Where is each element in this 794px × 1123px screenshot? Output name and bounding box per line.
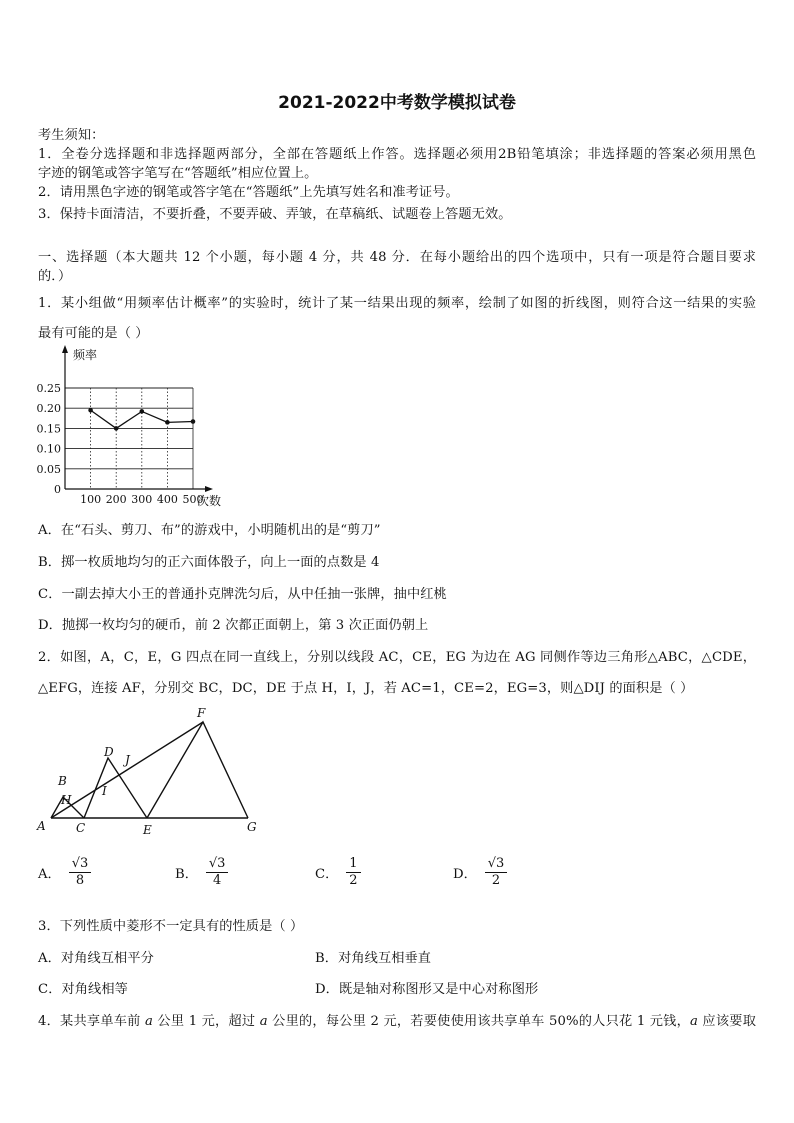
point-label-e: E	[143, 823, 152, 837]
y-tick-label: 0.05	[36, 462, 61, 476]
question-2-option-d	[453, 857, 507, 887]
triangle-efg	[147, 722, 248, 818]
question-1-stem: 1．某小组做“用频率估计概率”的实验时，统计了某一结果出现的频率，绘制了如图的折线图，则符合这一结果的实验	[38, 296, 756, 311]
triangles-figure	[30, 700, 270, 840]
option-letter: A．	[38, 866, 61, 882]
y-axis-arrow	[62, 345, 68, 353]
fraction	[69, 857, 92, 887]
data-point	[140, 409, 145, 414]
point-label-g: G	[247, 820, 257, 834]
x-tick-label: 200	[105, 493, 127, 506]
y-tick-label: 0.15	[36, 422, 61, 436]
fraction	[206, 857, 229, 887]
notice-item-3: 3．保持卡面清洁，不要折叠，不要弄破、弄皱，在草稿纸、试题卷上答题无效。	[38, 207, 512, 222]
notice-item-1-cont: 字迹的钢笔或答字笔写在“答题纸”相应位置上。	[38, 166, 318, 181]
q4-text-3: 公里的，每公里 2 元，若要使使用该共享单车 50%的人只花 1 元钱，	[267, 1014, 691, 1029]
y-tick-label: 0.20	[36, 402, 61, 416]
x-axis-label: 次数	[197, 494, 222, 508]
data-point	[191, 419, 196, 424]
fraction-numerator: √3	[69, 857, 92, 873]
point-label-f: F	[197, 706, 206, 720]
y-tick-label: 0.10	[36, 442, 61, 456]
question-3-option-a: A．对角线互相平分	[38, 951, 154, 966]
x-tick-label: 400	[156, 493, 178, 506]
question-3-option-c: C．对角线相等	[38, 982, 128, 997]
section-heading-cont: 的．）	[38, 269, 72, 284]
x-tick-label: 500	[182, 493, 204, 506]
data-point	[165, 420, 170, 425]
page-title: 2021-2022中考数学模拟试卷	[278, 93, 516, 113]
point-label-i: I	[102, 784, 107, 798]
data-point	[114, 426, 119, 431]
question-2-option-a	[38, 857, 91, 887]
fraction-numerator: 1	[346, 857, 360, 873]
line-af	[51, 722, 203, 818]
q4-variable-a: a	[259, 1014, 268, 1029]
y-tick-label: 0.25	[36, 382, 61, 395]
fraction-denominator: 2	[349, 872, 358, 888]
notice-item-1: 1．全卷分选择题和非选择题两部分，全部在答题纸上作答。选择题必须用2B铅笔填涂；非选择题的答案必须用黑色	[38, 147, 756, 162]
q4-text-4: 应该要取	[698, 1014, 756, 1029]
frequency-line-chart	[30, 342, 260, 512]
question-1-stem-cont: 最有可能的是（ ）	[38, 326, 149, 341]
question-2-stem: 2．如图，A，C，E，G 四点在同一直线上，分别以线段 AC，CE，EG 为边在 AG 同侧作等边三角形△ABC，△CDE，	[38, 650, 756, 665]
question-3-option-b: B．对角线互相垂直	[315, 951, 432, 966]
point-label-c: C	[76, 821, 86, 835]
point-label-b: B	[58, 774, 67, 788]
point-label-h: H	[61, 793, 72, 807]
point-label-a: A	[37, 819, 46, 833]
fraction-denominator: 2	[491, 872, 501, 888]
triangle-cde	[84, 758, 147, 818]
q4-text-2: 公里 1 元，超过	[153, 1014, 260, 1029]
y-tick-label: 0	[54, 483, 61, 496]
question-2-stem-cont: △EFG，连接 AF，分别交 BC，DC，DE 于点 H，I，J，若 AC=1，CE=2，EG=3，则△DIJ 的面积是（ ）	[38, 681, 694, 696]
x-axis-arrow	[205, 486, 213, 492]
fraction-numerator: √3	[206, 857, 229, 873]
question-2-option-c	[315, 857, 361, 887]
section-heading: 一、选择题（本大题共 12 个小题，每小题 4 分，共 48 分．在每小题给出的四个选项中，只有一项是符合题目要求	[38, 250, 756, 265]
x-tick-label: 100	[80, 493, 102, 506]
fraction-denominator: 4	[213, 872, 222, 888]
y-axis-label: 频率	[73, 348, 98, 362]
fraction-numerator: √3	[485, 857, 508, 873]
q4-variable-a: a	[145, 1014, 153, 1029]
question-2-option-b	[175, 857, 228, 887]
question-1-option-c: C．一副去掉大小王的普通扑克牌洗匀后，从中任抽一张牌，抽中红桃	[38, 587, 447, 602]
fraction-denominator: 8	[75, 872, 85, 888]
question-1-option-d: D．抛掷一枚均匀的硬币，前 2 次都正面朝上，第 3 次正面仍朝上	[38, 618, 429, 633]
question-3-option-d: D．既是轴对称图形又是中心对称图形	[315, 982, 539, 997]
question-1-option-b: B．掷一枚质地均匀的正六面体骰子，向上一面的点数是 4	[38, 555, 380, 570]
point-label-j: J	[125, 753, 130, 767]
data-point	[88, 408, 93, 413]
notice-heading: 考生须知：	[38, 128, 105, 143]
option-letter: D．	[453, 866, 477, 882]
notice-item-2: 2．请用黑色字迹的钢笔或答字笔在“答题纸”上先填写姓名和准考证号。	[38, 185, 459, 200]
q4-variable-a: a	[690, 1014, 698, 1029]
option-letter: C．	[315, 866, 339, 882]
option-letter: B．	[175, 866, 198, 882]
x-tick-label: 300	[131, 493, 153, 506]
point-label-d: D	[104, 745, 114, 759]
question-4-stem	[38, 1010, 756, 1029]
question-1-option-a: A．在“石头、剪刀、布”的游戏中，小明随机出的是“剪刀”	[38, 523, 381, 538]
q4-text-1: 4．某共享单车前	[38, 1014, 146, 1029]
fraction	[485, 857, 508, 887]
question-3-stem: 3．下列性质中菱形不一定具有的性质是（ ）	[38, 919, 304, 934]
fraction	[346, 857, 360, 887]
